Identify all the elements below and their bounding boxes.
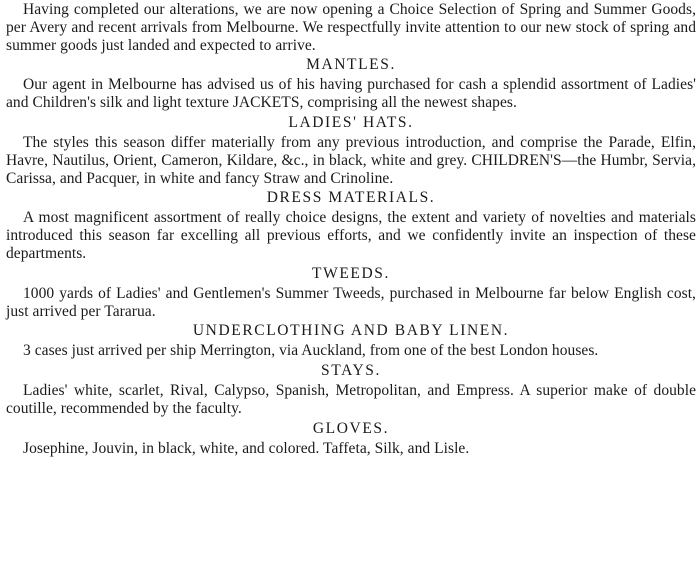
heading-dress-materials: DRESS MATERIALS. — [266, 189, 436, 207]
heading-tweeds: TWEEDS. — [312, 264, 390, 282]
stays-paragraph: Ladies' white, scarlet, Rival, Calypso, Spanish, Metropolitan, and Empress. A superior make of double coutille, recommended by the faculty. — [6, 382, 696, 417]
tweeds-paragraph: 1000 yards of Ladies' and Gentlemen's Summer Tweeds, purchased in Melbourne far below English cost, just arrived per Tararua. — [6, 284, 696, 320]
dress-materials-paragraph: A most magnificent assortment of really choice designs, the extent and variety of novelties and materials introduced this season far excelling all previous efforts, and we confidently invite an inspection of these departments. — [6, 209, 696, 262]
heading-stays: STAYS. — [321, 362, 381, 380]
ladies-hats-paragraph: The styles this season differ materially from any previous introduction, and comprise the Parade, Elfin, Havre, Nautilus, Orient, Cameron, Kildare, &c., in black, white and grey. CHILDREN'S—the Humbr, Servia, Carissa, and Pacquer, in white and fancy Straw and Crinoline. — [6, 133, 696, 187]
heading-ladies-hats: LADIES' HATS. — [288, 113, 414, 131]
gloves-paragraph: Josephine, Jouvin, in black, white, and colored. Taffeta, Silk, and Lisle. — [23, 439, 470, 457]
heading-mantles: MANTLES. — [306, 56, 396, 74]
underclothing-paragraph: 3 cases just arrived per ship Merrington, via Auckland, from one of the best London houses. — [23, 342, 599, 360]
heading-underclothing: UNDERCLOTHING AND BABY LINEN. — [192, 322, 510, 340]
mantles-paragraph: Our agent in Melbourne has advised us of his having purchased for cash a splendid assortment of Ladies' and Children's silk and light texture JACKETS, comprising all the newest shapes. — [6, 76, 696, 112]
heading-gloves: GLOVES. — [312, 419, 390, 437]
intro-paragraph: Having completed our alterations, we are now opening a Choice Selection of Spring and Summer Goods, per Avery and recent arrivals from Melbourne. We respectfully invite attention to our new stock of spring and summer goods just landed and expected to arrive. — [6, 1, 696, 54]
